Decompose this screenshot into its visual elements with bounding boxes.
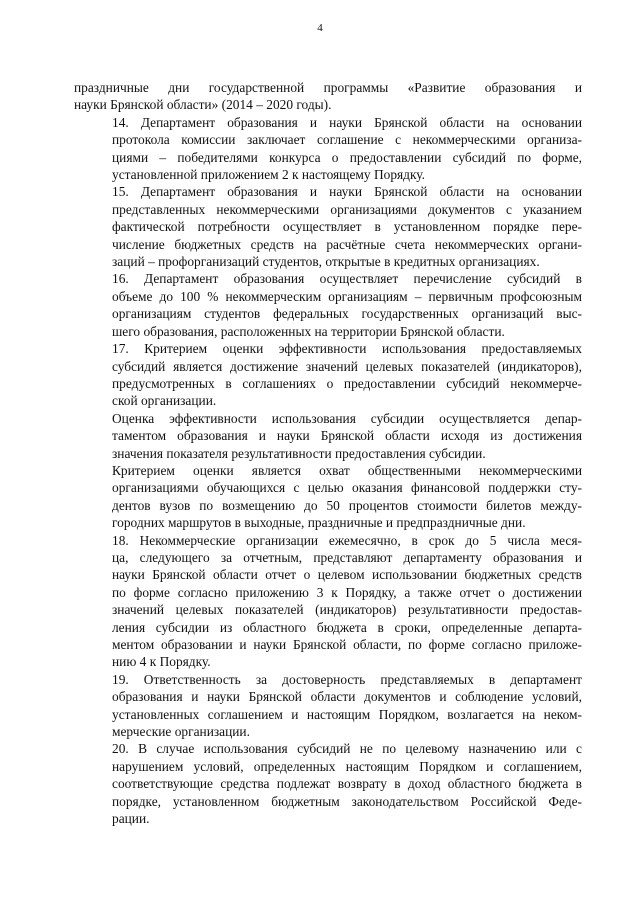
text-line: представленных некоммерческими организациями документов с указанием (112, 201, 582, 217)
text-line: фактической потребности осуществляет в установленном порядке пере- (112, 219, 582, 235)
text-line: рации. (112, 811, 150, 827)
text-line: установленной приложением 2 к настоящему Порядку. (112, 167, 426, 183)
document-body (74, 79, 582, 827)
text-line: мерческие организации. (112, 724, 250, 740)
paragraph (74, 340, 582, 410)
text-line: 15. Департамент образования и науки Брянской области на основании (112, 184, 582, 200)
paragraph (74, 740, 582, 827)
paragraph (74, 671, 582, 741)
text-line: организациями обучающихся с целью оказания финансовой поддержки сту- (112, 480, 582, 496)
paragraph (74, 270, 582, 340)
text-line: установленных соглашением и настоящим Порядком, возлагается на неком- (112, 706, 582, 722)
text-line: порядке, установленном бюджетным законодательством Российской Феде- (112, 793, 582, 809)
text-line: заций – профорганизаций студентов, открытые в кредитных организациях. (112, 254, 540, 270)
paragraph (74, 462, 582, 532)
text-line: ской организации. (112, 393, 217, 409)
text-line: 17. Критерием оценки эффективности использования предоставляемых (112, 341, 582, 357)
text-line: науки Брянской области» (2014 – 2020 годы). (74, 97, 332, 113)
paragraph (74, 532, 582, 671)
paragraph (74, 410, 582, 462)
text-line: числение бюджетных средств на расчётные счета некоммерческих органи- (112, 236, 582, 252)
paragraph (74, 183, 582, 270)
text-line: предусмотренных в соглашениях о предоставлении субсидий некоммерче- (112, 375, 582, 391)
text-line: нию 4 к Порядку. (112, 654, 211, 670)
text-line: таментом образования и науки Брянской области исходя из достижения (112, 428, 582, 444)
text-line: ментом образовании и науки Брянской области, по форме согласно приложе- (112, 637, 582, 652)
text-line: 18. Некоммерческие организации ежемесячно, в срок до 5 числа меся- (112, 532, 582, 548)
text-line: объеме до 100 % некоммерческим организациям – первичным профсоюзным (112, 288, 582, 304)
paragraph (74, 114, 582, 184)
text-line: 16. Департамент образования осуществляет перечисление субсидий в (112, 271, 582, 287)
text-line: Критерием оценки является охват общественными некоммерческими (112, 462, 582, 478)
text-line: Оценка эффективности использования субсидии осуществляется депар- (112, 410, 582, 426)
text-line: шего образования, расположенных на территории Брянской области. (112, 323, 505, 339)
paragraph (74, 79, 582, 114)
text-line: городних маршрутов в выходные, праздничные и предпраздничные дни. (112, 515, 526, 531)
text-line: по форме согласно приложению 3 к Порядку, а также отчет о достижении (112, 584, 582, 600)
text-line: субсидий является достижение значений целевых показателей (индикаторов), (112, 358, 582, 374)
page-number: 4 (317, 22, 323, 34)
text-line: 14. Департамент образования и науки Брянской области на основании (112, 114, 582, 130)
text-line: дентов вузов по возмещению до 50 процентов стоимости билетов между- (112, 497, 582, 513)
text-line: 19. Ответственность за достоверность представляемых в департамент (112, 671, 582, 687)
text-line: 20. В случае использования субсидий не по целевому назначению или с (112, 741, 582, 757)
text-line: соответствующие средства подлежат возврату в доход областного бюджета в (112, 776, 582, 792)
text-line: значений целевых показателей (индикаторов) результативности предостав- (112, 602, 582, 618)
text-line: ца, следующего за отчетным, представляют департаменту образования и (112, 549, 582, 565)
text-line: образования и науки Брянской области документов и соблюдение условий, (112, 689, 582, 705)
text-line: циями – победителями конкурса о предоставлении субсидий по форме, (112, 149, 582, 165)
text-line: нарушением условий, определенных настоящим Порядком и соглашением, (112, 758, 582, 774)
text-line: организациям студентов федеральных государственных организаций выс- (112, 306, 582, 322)
text-line: науки Брянской области отчет о целевом использовании бюджетных средств (112, 567, 582, 583)
text-line: значения показателя результативности предоставления субсидии. (112, 445, 486, 461)
text-line: протокола комиссии заключает соглашение с некоммерческими организа- (112, 132, 582, 148)
text-line: праздничные дни государственной программы «Развитие образования и (74, 80, 582, 95)
text-line: ления субсидии из областного бюджета в сроки, определенные департа- (112, 619, 582, 635)
